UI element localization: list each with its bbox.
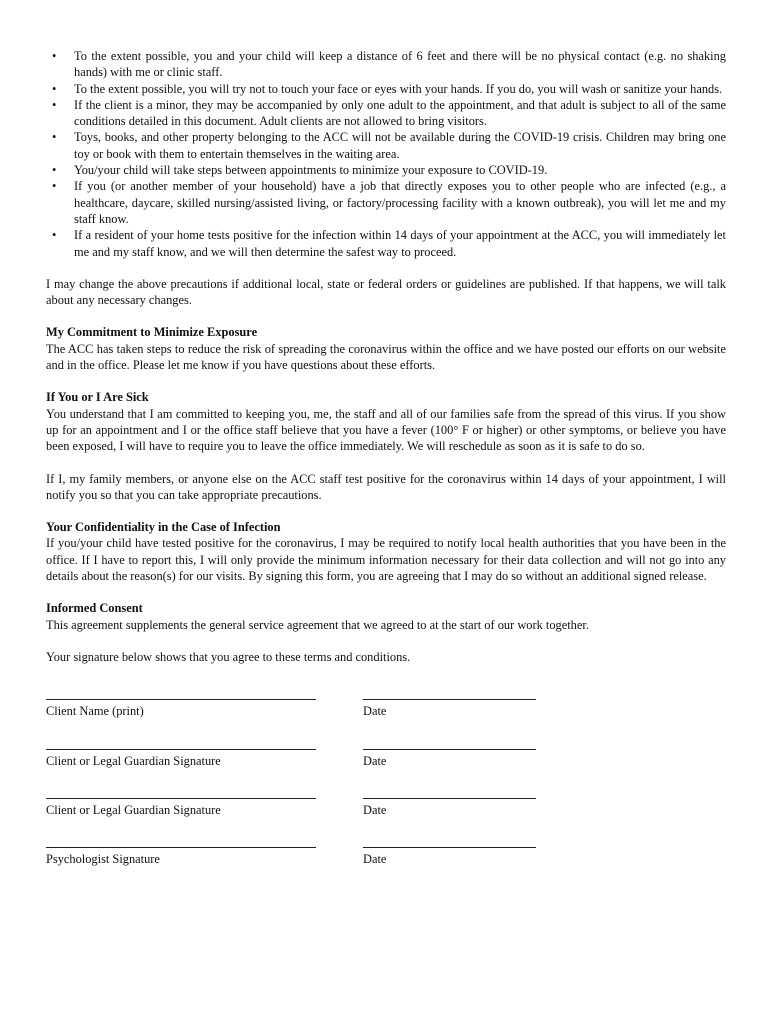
signature-intro: Your signature below shows that you agree to these terms and conditions. xyxy=(46,649,411,664)
list-item xyxy=(46,81,726,97)
date-line[interactable] xyxy=(363,847,536,848)
commitment-body: The ACC has taken steps to reduce the risk of spreading the coronavirus within the office and we have posted our efforts on our website and in the office. Please let me know if you have questions about these efforts. xyxy=(46,341,726,373)
psychologist-signature-label: Psychologist Signature xyxy=(46,852,160,867)
list-item-text: If you (or another member of your household) have a job that directly exposes you to other people who are infected (e.g., a healthcare, daycare, skilled nursing/assisted living, or factory/processing facility with a known outbreak), you will let me and my staff know. xyxy=(74,179,726,226)
guardian-signature-label: Client or Legal Guardian Signature xyxy=(46,802,221,817)
signature-row xyxy=(46,737,726,786)
list-item xyxy=(46,97,726,130)
signature-row xyxy=(46,687,726,736)
confidentiality-body: If you/your child have tested positive for the coronavirus, I may be required to notify local health authorities that you have been in the office. If I have to report this, I will only provide the minimum information necessary for their data collection and will not go into any details about the reason(s) for our visits. By signing this form, you are agreeing that I may do so without an additional signed release. xyxy=(46,536,726,584)
signature-row xyxy=(46,835,726,884)
bullet-icon: • xyxy=(52,97,57,112)
list-item-text: You/your child will take steps between appointments to minimize your exposure to COVID-19. xyxy=(74,163,548,178)
list-item xyxy=(46,162,726,178)
list-item xyxy=(46,178,726,227)
date-label: Date xyxy=(363,753,387,768)
list-item-text: To the extent possible, you and your child will keep a distance of 6 feet and there will be no physical contact (e.g. no shaking hands) with me or clinic staff. xyxy=(74,49,726,80)
bullet-icon: • xyxy=(52,228,57,243)
list-item xyxy=(46,48,726,81)
client-name-label: Client Name (print) xyxy=(46,704,144,719)
sick-heading: If You or I Are Sick xyxy=(46,390,149,405)
date-label: Date xyxy=(363,802,387,817)
client-name-line[interactable] xyxy=(46,699,316,700)
psychologist-signature-line[interactable] xyxy=(46,847,316,848)
list-item-text: To the extent possible, you will try not to touch your face or eyes with your hands. If you do, you will wash or sanitize your hands. xyxy=(74,81,723,96)
confidentiality-heading: Your Confidentiality in the Case of Infection xyxy=(46,520,281,535)
date-line[interactable] xyxy=(363,798,536,799)
guardian-signature-line[interactable] xyxy=(46,798,316,799)
guardian-signature-line[interactable] xyxy=(46,749,316,750)
bullet-icon: • xyxy=(52,81,57,96)
date-label: Date xyxy=(363,852,387,867)
list-item-text: If the client is a minor, they may be accompanied by only one adult to the appointment, and that adult is subject to all of the same conditions detailed in this document. Adult clients are not allowed to bring visitors. xyxy=(74,97,726,129)
list-item xyxy=(46,227,726,260)
bullet-icon: • xyxy=(52,163,57,178)
date-line[interactable] xyxy=(363,749,536,750)
signature-row xyxy=(46,786,726,835)
commitment-heading: My Commitment to Minimize Exposure xyxy=(46,325,258,340)
bullet-icon: • xyxy=(52,179,57,194)
precautions-note: I may change the above precautions if additional local, state or federal orders or guidelines are published. If that happens, we will talk about any necessary changes. xyxy=(46,276,726,308)
date-label: Date xyxy=(363,704,387,719)
consent-body: This agreement supplements the general service agreement that we agreed to at the start of our work together. xyxy=(46,617,589,632)
list-item xyxy=(46,129,726,162)
consent-heading: Informed Consent xyxy=(46,601,143,616)
bullet-icon: • xyxy=(52,130,57,145)
document-page xyxy=(46,48,726,884)
date-line[interactable] xyxy=(363,699,536,700)
staff-positive-body: If I, my family members, or anyone else on the ACC staff test positive for the coronavirus within 14 days of your appointment, I will notify you so that you can take appropriate precautions. xyxy=(46,471,726,502)
bullet-icon: • xyxy=(52,49,57,63)
sick-body: You understand that I am committed to keeping you, me, the staff and all of our families safe from the spread of this virus. If you show up for an appointment and I or the office staff believe that you have a fever (100° F or higher) or other symptoms, or believe you have been exposed, I will have to require you to leave the office immediately. We will reschedule as soon as it is safe to do so. xyxy=(46,406,726,454)
list-item-text: If a resident of your home tests positive for the infection within 14 days of your appointment at the ACC, you will immediately let me and my staff know, and we will then determine the safest way to proceed. xyxy=(74,228,726,259)
signature-block xyxy=(46,687,726,884)
precautions-list xyxy=(46,48,726,260)
guardian-signature-label: Client or Legal Guardian Signature xyxy=(46,753,221,768)
list-item-text: Toys, books, and other property belonging to the ACC will not be available during the COVID-19 crisis. Children may bring one toy or book with them to entertain themselves in the waiting area. xyxy=(74,130,726,161)
